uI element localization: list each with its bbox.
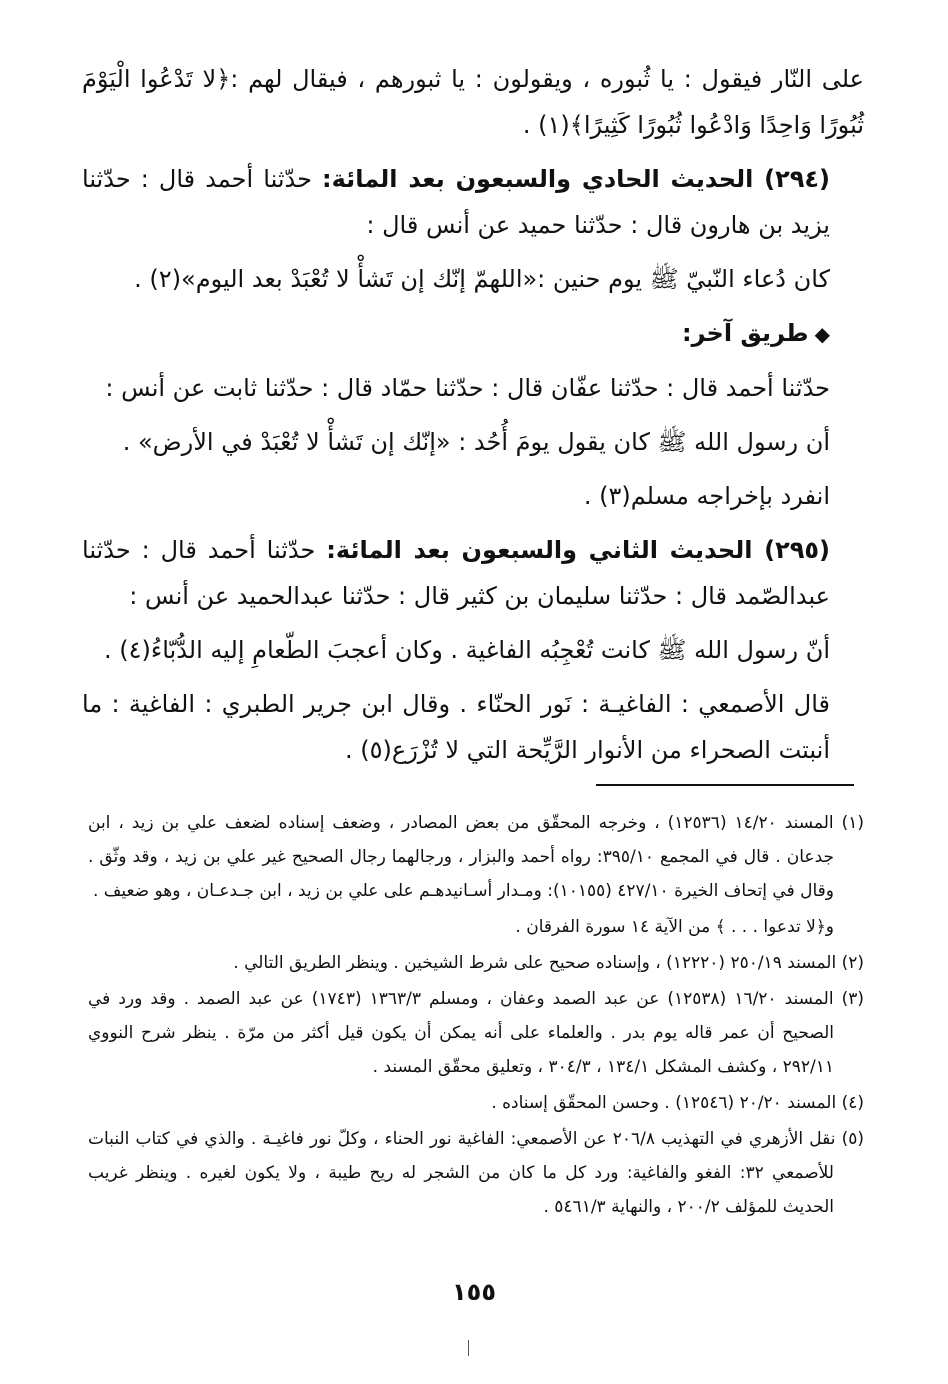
footnotes bbox=[88, 806, 864, 1224]
footnote-3: (٣) المسند ١٦/٢٠ (١٢٥٣٨) عن عبد الصمد وعفان ، ومسلم ١٣٦٣/٣ (١٧٤٣) عن عبد الصمد . وقد ورد في الصحيح أن عمر قاله يوم بدر . والعلماء على أنه يمكن أن يكون قيل أكثر من مرّة . ينظر شرح النووي ٢٩٢/١١ ، وكشف المشكل ١٣٤/١ ، ٣٠٤/٣ ، وتعليق محقّق المسند . bbox=[88, 989, 864, 1077]
hadith-294-heading: (٢٩٤) الحديث الحادي والسبعون بعد المائة: bbox=[322, 165, 831, 193]
footnote-4: (٤) المسند ٢٠/٢٠ (١٢٥٤٦) . وحسن المحقّق إسناده . bbox=[491, 1093, 864, 1113]
hadith-294-chain: حدّثنا أحمد قال : حدّثنا يزيد بن هارون قال : حدّثنا حميد عن أنس قال : bbox=[82, 165, 830, 239]
footnote-2: (٢) المسند ٢٥٠/١٩ (١٢٢٢٠) ، وإسناده صحيح على شرط الشيخين . وينظر الطريق التالي . bbox=[233, 953, 864, 973]
footnote-divider bbox=[596, 784, 854, 786]
hadith-295-explanation: قال الأصمعي : الفاغيـة : نَور الحنّاء . وقال ابن جرير الطبري : الفاغية : ما أنبتت الصحراء من الأنوار الرَّيِّحة التي لا تُزْرَع(٥) . bbox=[82, 690, 830, 764]
other-route-note: انفرد بإخراجه مسلم(٣) . bbox=[583, 482, 830, 510]
page-number: ١٥٥ bbox=[452, 1278, 496, 1306]
other-route-text: أن رسول الله ﷺ كان يقول يومَ أُحُد : «إنّك إن تَشأْ لا تُعْبَدْ في الأرض» . bbox=[122, 428, 830, 456]
other-route-label: طريق آخر: bbox=[682, 319, 809, 347]
paragraph-quran-verse: على النّار فيقول : يا ثُبوره ، ويقولون : يا ثبورهم ، فيقال لهم :﴿لا تَدْعُوا الْيَوْمَ ثُبُورًا وَاحِدًا وَادْعُوا ثُبُورًا كَثِيرًا﴾(١) . bbox=[82, 65, 864, 139]
hadith-294-text: كان دُعاء النّبيّ ﷺ يوم حنين :«اللهمّ إنّك إن تَشأْ لا تُعْبَدْ بعد اليوم»(٢) . bbox=[134, 265, 830, 293]
diamond-icon: ◆ bbox=[814, 322, 830, 346]
other-route-chain: حدّثنا أحمد قال : حدّثنا عفّان قال : حدّثنا حمّاد قال : حدّثنا ثابت عن أنس : bbox=[105, 374, 830, 402]
hadith-294 bbox=[82, 156, 864, 248]
footnote-1-addendum: و﴿لا تدعوا . . . ﴾ من الآية ١٤ سورة الفرقان . bbox=[515, 917, 834, 937]
hadith-295-text: أنّ رسول الله ﷺ كانت تُعْجِبُه الفاغية . وكان أعجبَ الطّعامِ إليه الدُّبّاءُ(٤) . bbox=[104, 636, 830, 664]
scan-mark bbox=[468, 1340, 469, 1356]
footnote-5: (٥) نقل الأزهري في التهذيب ٢٠٦/٨ عن الأصمعي: الفاغية نور الحناء ، وكلّ نور فاغيـة . والذي في كتاب النبات للأصمعي ٣٢: الفغو والفاغية: ورد كل ما كان من الشجر له ريح طيبة ، ولا يكون لغيره . وينظر غريب الحديث للمؤلف ٢٠٠/٢ ، والنهاية ٥٤٦١/٣ . bbox=[88, 1129, 865, 1217]
hadith-295 bbox=[82, 527, 864, 619]
hadith-295-chain: حدّثنا أحمد قال : حدّثنا عبدالصّمد قال : حدّثنا سليمان بن كثير قال : حدّثنا عبدالحميد عن أنس : bbox=[82, 536, 830, 610]
footnote-1: (١) المسند ١٤/٢٠ (١٢٥٣٦) ، وخرجه المحقّق من بعض المصادر ، وضعف إسناده لضعف علي بن زيد ، ابن جدعان . قال في المجمع ٣٩٥/١٠: رواه أحمد والبزار ، ورجالهما رجال الصحيح غير علي بن زيد ، وقد وثّق . وقال في إتحاف الخيرة ٤٢٧/١٠ (١٠١٥٥): ومـدار أسـانيدهـم على علي بن زيد ، ابن جـدعـان ، وهو ضعيف . bbox=[88, 813, 864, 901]
main-text bbox=[82, 56, 864, 773]
hadith-295-heading: (٢٩٥) الحديث الثاني والسبعون بعد المائة: bbox=[326, 536, 831, 564]
other-route-heading bbox=[82, 310, 864, 357]
